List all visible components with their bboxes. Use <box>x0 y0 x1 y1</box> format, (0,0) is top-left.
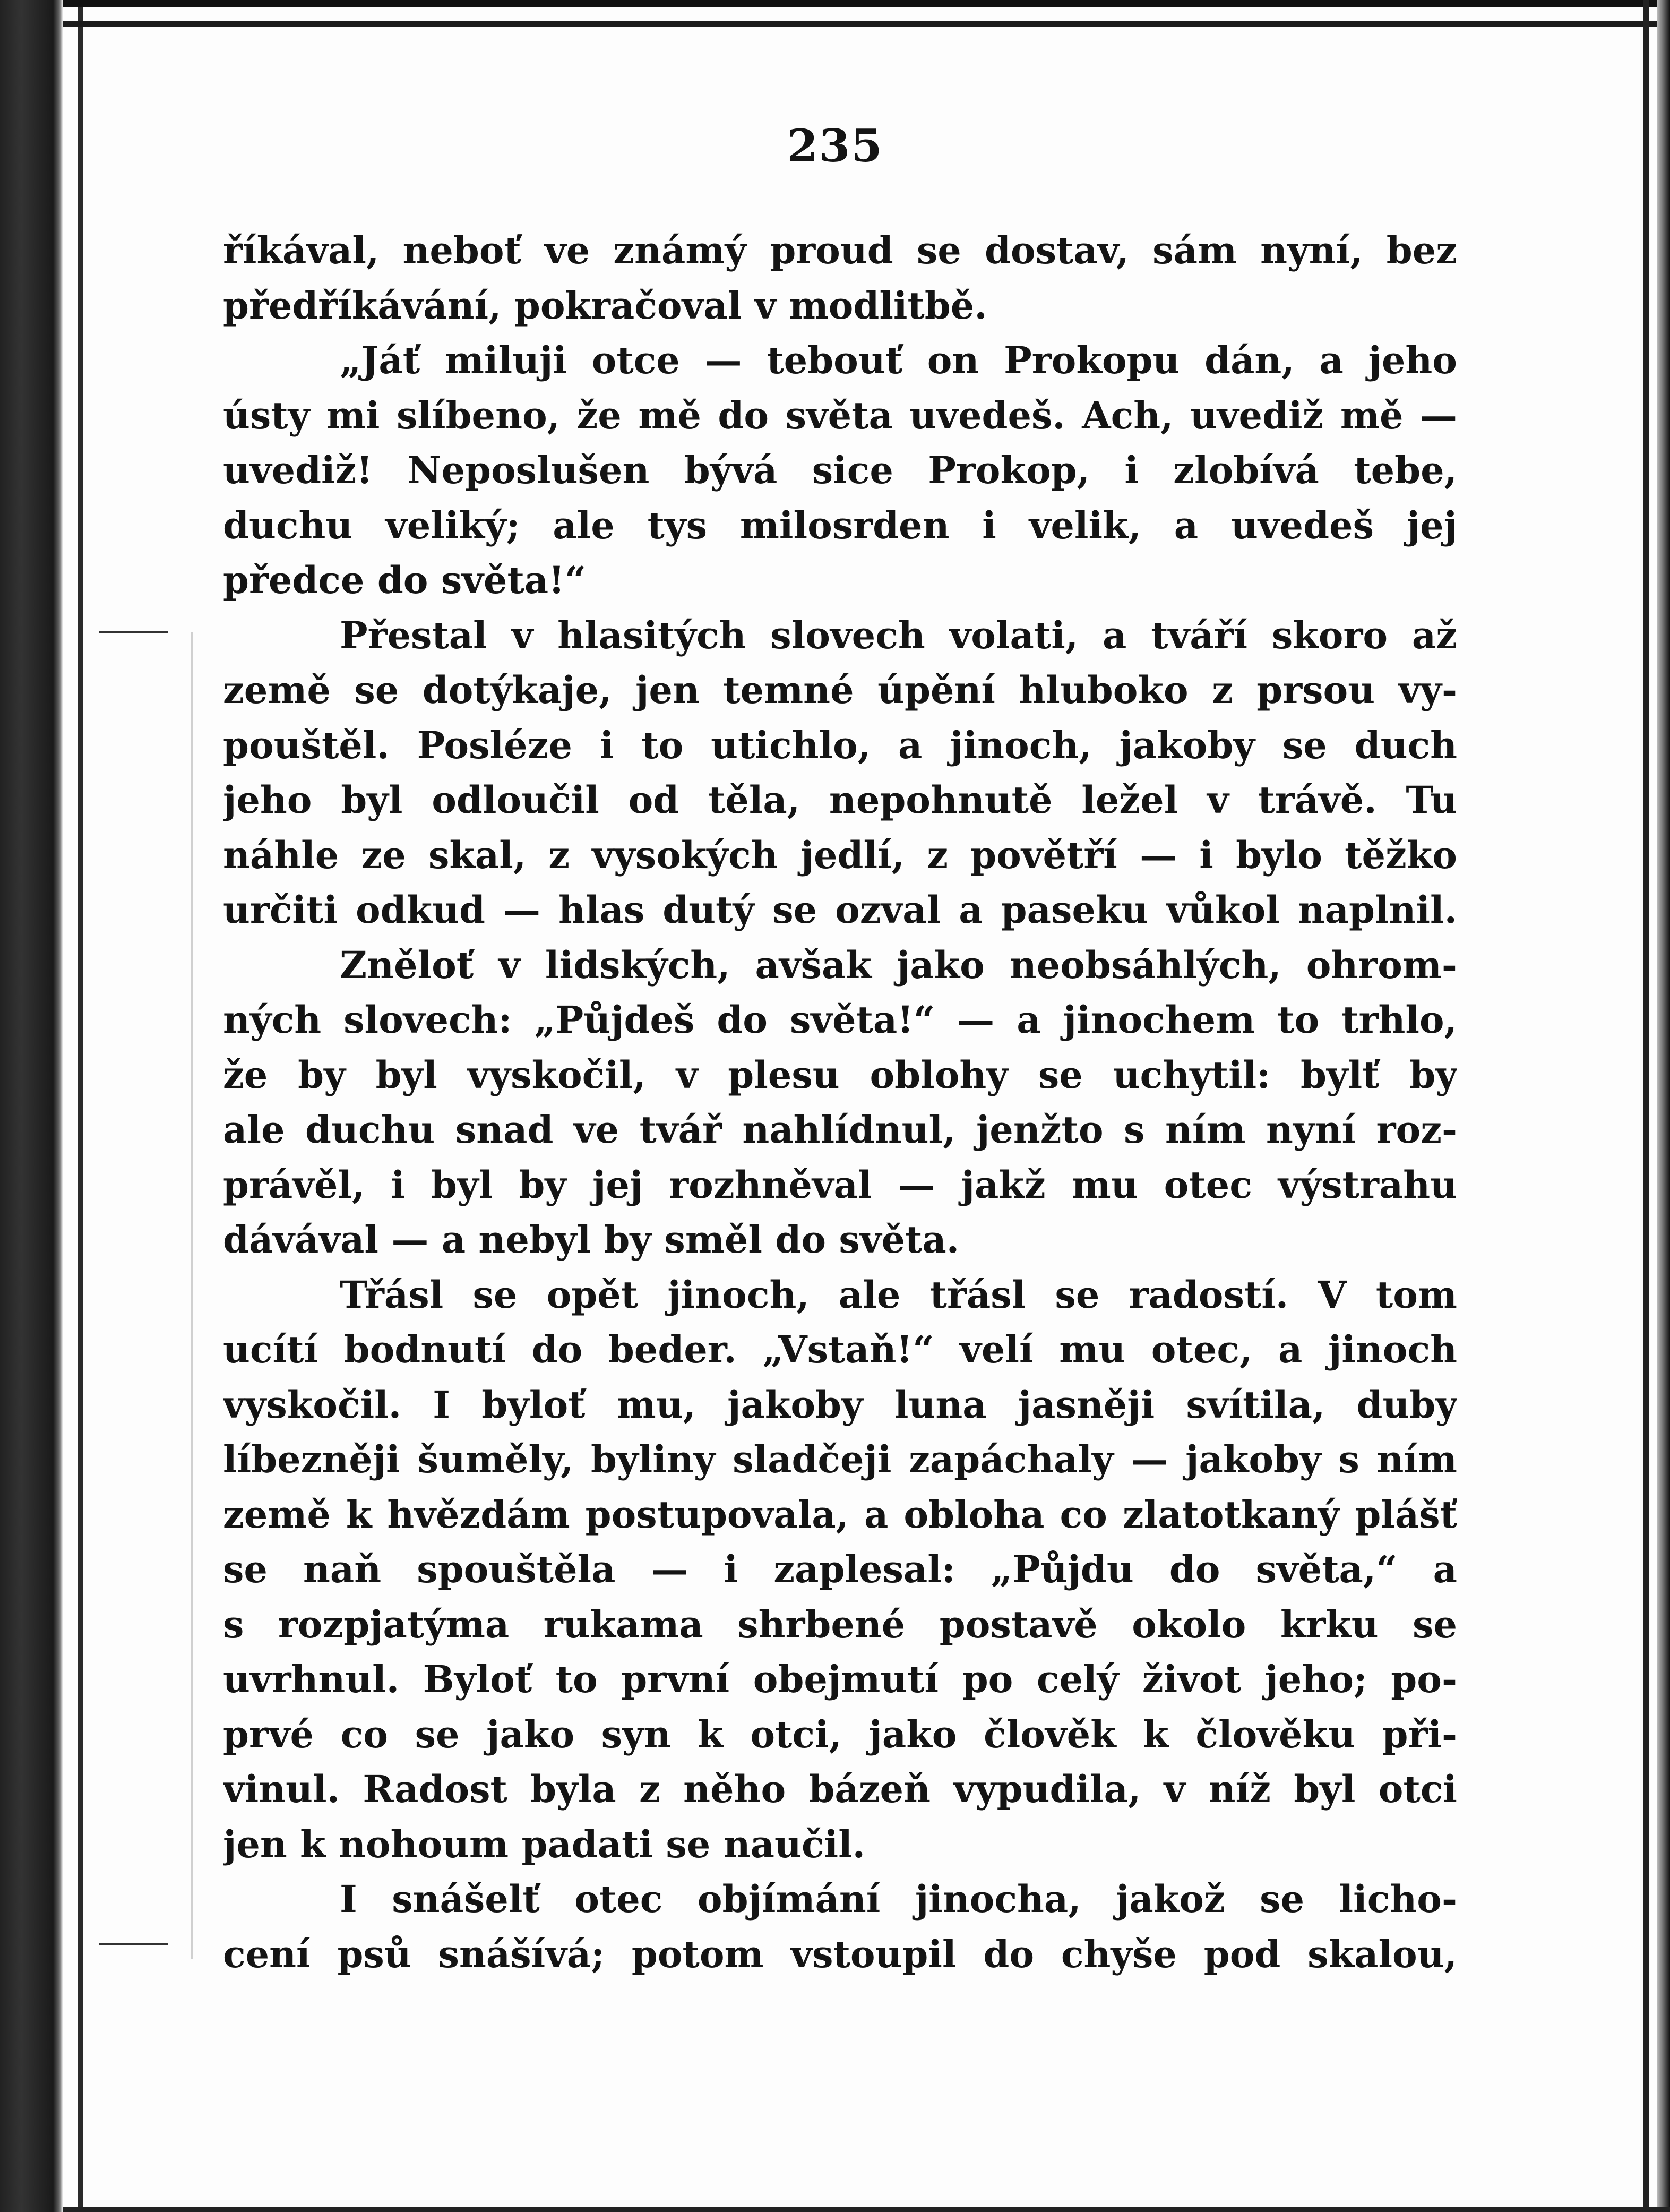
text-line: cení psů snášívá; potom vstoupil do chyše pod skalou, <box>223 1932 1457 1976</box>
text-line: uvrhnul. Bylоť to první obejmutí po celý život jeho; po- <box>223 1657 1457 1701</box>
text-line: líbezněji šuměly, byliny sladčeji zapáchaly — jakoby s ním <box>223 1437 1457 1481</box>
text-line: Znělоť v lidských, avšak jako neobsáhlých, ohrom- <box>340 942 1457 987</box>
text-line: předce do světa!“ <box>223 558 587 602</box>
margin-guide <box>191 632 193 1959</box>
text-line: dávával — a nebyl by směl do světa. <box>223 1218 960 1262</box>
text-line: země k hvězdám postupovala, a obloha co zlatotkaný plášť <box>223 1492 1457 1537</box>
text-line: s rozpjatýma rukama shrbené postavě okolo krku se <box>223 1602 1457 1647</box>
text-line: pouštěl. Posléze i to utichlo, a jinoch, jakoby se duch <box>223 723 1457 767</box>
text-line: předříkávání, pokračoval v modlitbě. <box>223 283 987 328</box>
margin-mark <box>99 1943 168 1945</box>
text-line: vinul. Radost byla z něho bázeň vypudila, v níž byl otci <box>223 1767 1457 1811</box>
margin-mark <box>99 631 168 633</box>
scan-right-edge <box>1657 0 1670 2212</box>
scan-top-line <box>63 21 1670 27</box>
text-line: ucítí bodnutí do beder. „Vstaň!“ velí mu otec, a jinoch <box>223 1327 1457 1371</box>
body-text <box>223 223 1457 1982</box>
text-line: Třásl se opět jinoch, ale třásl se radostí. V tom <box>340 1272 1457 1317</box>
text-line: jen k nohoum padati se naučil. <box>223 1822 866 1866</box>
page-number: 235 <box>787 119 883 172</box>
text-line: že by byl vyskočil, v plesu oblohy se uchytil: bylť by <box>223 1052 1457 1097</box>
scan-left-edge <box>0 0 63 2212</box>
text-line: říkával, neboť ve známý proud se dostav, sám nyní, bez <box>223 228 1457 272</box>
text-line: vyskočil. I bylоť mu, jakoby luna jasněji svítila, duby <box>223 1382 1457 1427</box>
scan-right-line <box>1643 0 1649 2212</box>
text-line: se naň spouštěla — i zaplesal: „Půjdu do světa,“ a <box>223 1547 1457 1591</box>
text-line: náhle ze skal, z vysokých jedlí, z povětří — i bylo těžko <box>223 833 1457 877</box>
text-line: právěl, i byl by jej rozhněval — jakž mu otec výstrahu <box>223 1162 1457 1207</box>
text-line: uvediž! Neposlušen bývá sice Prokop, i zlobívá tebe, <box>223 448 1457 492</box>
text-line: země se dotýkaje, jen temné úpění hluboko z prsou vy- <box>223 668 1457 712</box>
text-line: jeho byl odloučil od těla, nepohnutě ležel v trávě. Tu <box>223 778 1457 822</box>
text-line: prvé co se jako syn k otci, jako člověk k člověku při- <box>223 1712 1457 1756</box>
scan-left-line <box>78 0 83 2212</box>
text-line: duchu veliký; ale tys milosrden i velik, a uvedeš jej <box>223 503 1457 547</box>
text-line: Přestal v hlasitých slovech volati, a tváří skoro až <box>340 613 1457 657</box>
text-line: ústy mi slíbeno, že mě do světa uvedeš. Ach, uvediž mě — <box>223 393 1457 438</box>
text-line: „Jáť miluji otce — tebouť on Prokopu dán, a jeho <box>340 338 1457 382</box>
scan-bottom-edge <box>63 2207 1670 2212</box>
text-line: určiti odkud — hlas dutý se ozval a paseku vůkol naplnil. <box>223 888 1457 932</box>
text-line: ale duchu snad ve tvář nahlídnul, jenžto s ním nyní roz- <box>223 1108 1457 1152</box>
text-line: I snášelť otec objímání jinocha, jakož se licho- <box>340 1877 1457 1921</box>
scan-top-edge <box>63 0 1670 7</box>
text-line: ných slovech: „Půjdeš do světa!“ — a jinochem to trhlo, <box>223 998 1457 1042</box>
